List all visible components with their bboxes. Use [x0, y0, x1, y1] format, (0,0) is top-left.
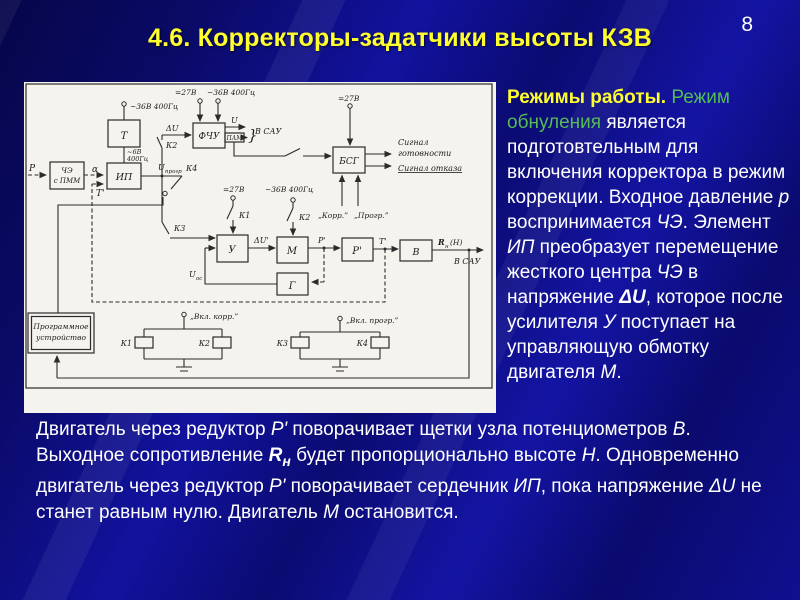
label-k3-coil: К3: [276, 339, 288, 348]
text-run: R: [268, 445, 283, 466]
text-run: поступает на управляющую обмотку двигателя: [507, 312, 736, 383]
label-rn-sub: н: [445, 244, 449, 250]
text-run: в напряжение: [507, 262, 699, 308]
label-signal-ready-2: готовности: [398, 149, 452, 158]
block-diagram: [24, 82, 496, 413]
text-run: ИП: [507, 237, 535, 258]
label-signal-ready-1: Сигнал: [398, 138, 429, 147]
block-generator-label: Г: [288, 281, 296, 292]
text-run: М: [323, 502, 339, 523]
text-run: У: [603, 312, 616, 333]
text-run: . Элемент: [682, 212, 771, 233]
label-36v-transformer: ~36В 400Гц: [130, 102, 179, 111]
text-run: является подготовтельным для включения корректора в режим коррекции. Входное давление: [507, 112, 786, 208]
text-run: будет пропорционально высоте: [290, 445, 582, 466]
label-27v-k1: =27В: [223, 185, 245, 194]
label-k2-switch: К2: [299, 213, 311, 222]
label-k2-switch-top: К2: [166, 141, 178, 150]
text-run: , пока напряжение: [540, 476, 709, 497]
label-u-progr-sub: прогр: [165, 169, 182, 175]
label-27v-fchu: =27В: [175, 88, 197, 97]
diagram-labels: [28, 88, 482, 348]
block-bsg-label: БСГ: [339, 157, 359, 167]
block-sensor-label-1: ЧЭ: [61, 166, 73, 175]
label-delta-u: ΔU: [166, 124, 179, 133]
text-run: воспринимается: [507, 212, 657, 233]
label-u-os-sub: ос: [196, 276, 203, 282]
label-delta-u-prime: ΔU': [254, 236, 269, 245]
diagram-panel: [24, 82, 496, 413]
terminals: [122, 99, 352, 321]
block-pam-label: ПАМ: [226, 135, 243, 142]
label-6v-line1: ~6В: [127, 148, 142, 156]
label-alpha: α: [92, 165, 99, 175]
relay-coil-k2: [213, 337, 231, 348]
text-run: ИП: [513, 476, 541, 497]
text-run: поворачивает сердечник: [285, 476, 514, 497]
label-27v-bsg: =27В: [338, 94, 360, 103]
text-run: ΔU: [708, 476, 736, 497]
block-ip-label: ИП: [115, 172, 133, 183]
label-rn-tail: (Н): [450, 238, 463, 247]
label-k1-coil: К1: [120, 339, 132, 348]
label-k4-switch: К4: [186, 164, 198, 173]
block-amplifier-label: У: [228, 245, 236, 256]
block-fchu-label: ФЧУ: [198, 132, 220, 142]
text-run: ΔU: [619, 287, 646, 308]
relay-coil-k1: [135, 337, 153, 348]
right-text-block: [507, 85, 797, 385]
label-v-sau-top: В САУ: [255, 127, 282, 136]
page-number: 8: [741, 13, 753, 36]
label-36v-k2: ~36В 400Гц: [265, 185, 314, 194]
label-t-prime-ip: Т': [96, 189, 105, 199]
label-brace: }: [248, 126, 258, 144]
label-korr: „Корр.”: [318, 211, 349, 220]
text-run: М: [600, 362, 617, 383]
block-potentiometer-label: В: [412, 247, 420, 258]
text-run: преобразует перемещение жесткого центра: [507, 237, 779, 283]
text-run: Р': [270, 419, 288, 440]
label-signal-fail: Сигнал отказа: [398, 164, 463, 173]
label-vkl-progr: „Вкл. прогр.”: [346, 316, 399, 325]
block-sensor-label-2: с ПММ: [53, 177, 81, 185]
text-run: поворачивает щетки узла потенциометров: [287, 419, 673, 440]
text-run: . Выходное сопротивление: [36, 419, 691, 466]
text-run: р: [778, 187, 790, 208]
label-u-os: U: [189, 270, 196, 279]
text-run: остановится.: [338, 502, 459, 523]
label-k3-switch: К3: [174, 224, 186, 233]
text-run: Режимы работы.: [507, 87, 672, 108]
label-k1-switch: К1: [239, 211, 251, 220]
text-run: . Одновременно двигатель через редуктор: [36, 445, 739, 497]
relay-coil-k3: [291, 337, 309, 348]
label-p-input: Р: [29, 164, 36, 174]
label-progr: „Прогр.”: [354, 211, 389, 220]
label-v-sau-out: В САУ: [454, 257, 481, 266]
block-reducer-label: Р': [352, 246, 362, 257]
label-vkl-korr: „Вкл. корр.”: [190, 312, 239, 321]
label-r-prime-point: Р': [318, 236, 326, 245]
text-run: В: [672, 419, 686, 440]
label-t-prime-point: Т': [379, 237, 387, 246]
label-u-out: U: [231, 116, 238, 125]
block-program-label-2: устройство: [35, 333, 87, 342]
label-k2-coil: К2: [198, 339, 210, 348]
label-6v-line2: 400Гц: [127, 155, 149, 163]
bottom-text-block: [36, 417, 776, 526]
slide-title: 4.6. Корректоры-задатчики высоты КЗВ: [148, 24, 652, 52]
text-run: не станет равным нулю. Двигатель: [36, 476, 762, 523]
text-run: ЧЭ: [656, 262, 683, 283]
relay-coil-k4: [371, 337, 389, 348]
label-rn: R: [438, 237, 445, 247]
text-run: Режим обнуления: [507, 87, 730, 133]
text-run: н: [282, 453, 291, 469]
text-run: ЧЭ: [656, 212, 683, 233]
text-run: Р': [269, 476, 286, 497]
text-run: Двигатель через редуктор: [36, 419, 271, 440]
label-u-progr: U: [158, 163, 165, 172]
label-36v-fchu: ~36В 400Гц: [207, 88, 256, 97]
text-run: .: [616, 362, 622, 383]
text-run: Н: [581, 445, 596, 466]
text-run: , которое после усилителя: [507, 287, 783, 333]
block-program-label-1: Программное: [33, 322, 89, 331]
block-motor-label: М: [286, 246, 298, 257]
label-k4-coil: К4: [356, 339, 368, 348]
block-transformer-label: Т: [120, 131, 128, 142]
